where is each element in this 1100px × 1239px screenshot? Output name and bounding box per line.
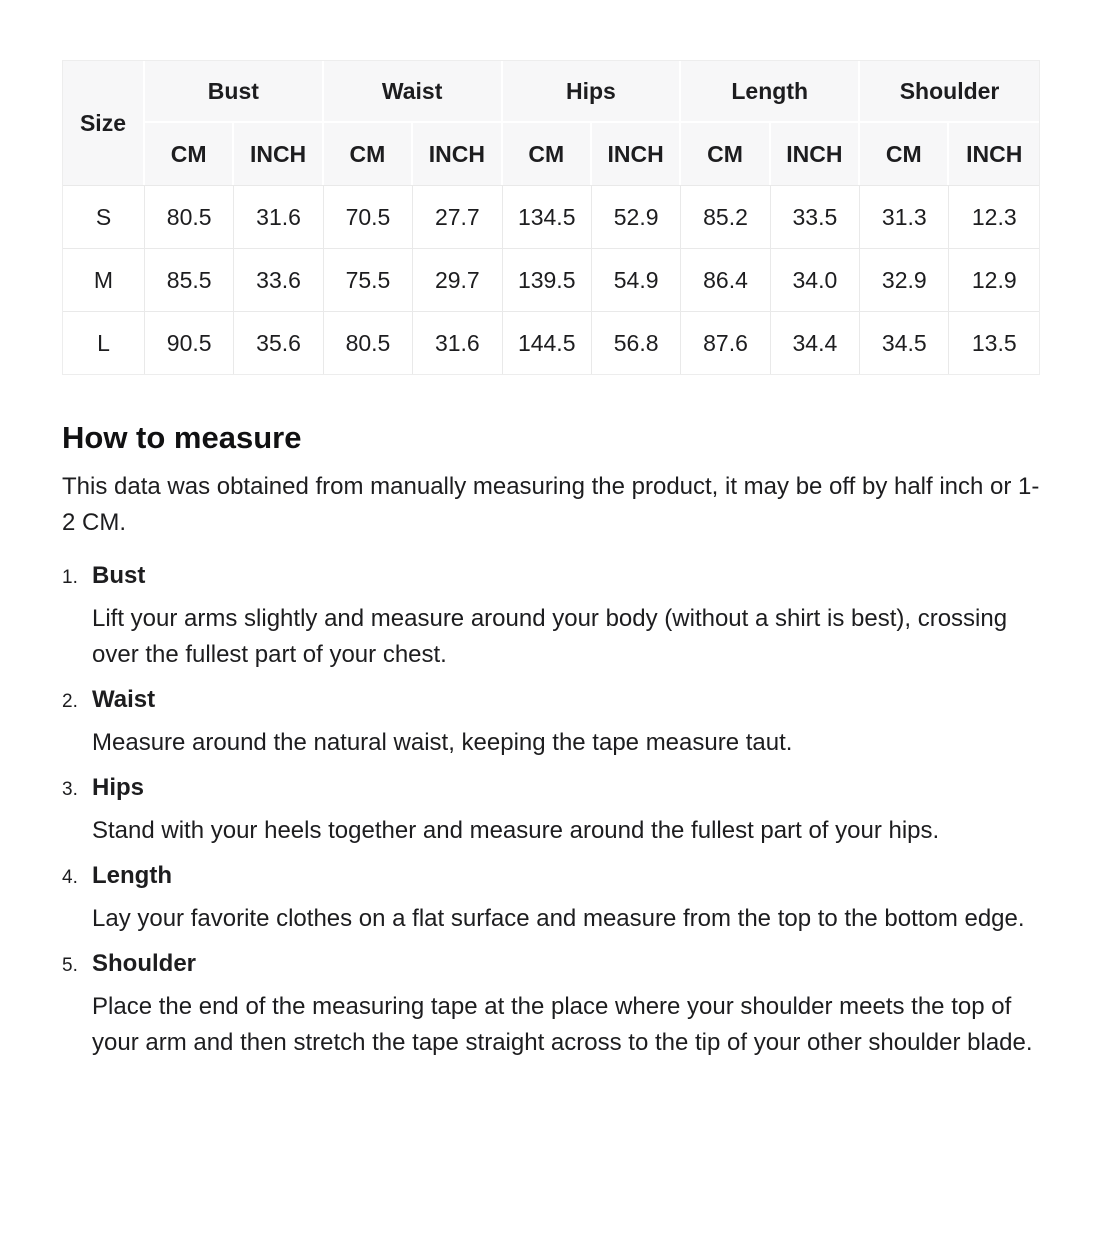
step-description: Measure around the natural waist, keeping the tape measure taut.: [92, 729, 793, 756]
measurement-cell: 34.4: [771, 311, 860, 374]
measurement-cell: 86.4: [681, 248, 770, 311]
step-label: Length: [92, 862, 172, 889]
measurement-cell: 85.5: [145, 248, 234, 311]
size-chart-table: [62, 60, 1040, 375]
measurement-cell: 80.5: [145, 185, 234, 248]
unit-header-row: [63, 123, 1039, 185]
measurement-cell: 29.7: [413, 248, 502, 311]
column-group-shoulder: Shoulder: [860, 61, 1039, 123]
measurement-cell: 13.5: [949, 311, 1039, 374]
how-to-measure-intro: This data was obtained from manually measuring the product, it may be off by half inch or 1-2 CM.: [62, 473, 1040, 536]
measurement-cell: 70.5: [324, 185, 413, 248]
size-column-header: Size: [63, 61, 145, 185]
size-row-l: [63, 311, 1039, 374]
group-header-row: [63, 61, 1039, 123]
measure-step-length: [62, 861, 1040, 937]
column-group-length: Length: [681, 61, 860, 123]
column-group-waist: Waist: [324, 61, 503, 123]
unit-header-length-cm: CM: [681, 123, 770, 185]
measurement-cell: 12.3: [949, 185, 1039, 248]
size-cell: M: [63, 248, 145, 311]
step-header: [62, 773, 1040, 805]
measurement-cell: 144.5: [503, 311, 592, 374]
column-group-bust: Bust: [145, 61, 324, 123]
measurement-cell: 35.6: [234, 311, 323, 374]
step-header: [62, 949, 1040, 981]
measurement-cell: 27.7: [413, 185, 502, 248]
measurement-cell: 31.6: [413, 311, 502, 374]
step-number: 5.: [62, 955, 78, 976]
step-label: Waist: [92, 686, 156, 713]
size-chart-body: [63, 185, 1039, 374]
measure-step-hips: [62, 773, 1040, 849]
step-header: [62, 685, 1040, 717]
step-number: 4.: [62, 867, 78, 888]
measure-step-bust: [62, 561, 1040, 673]
step-description: Lift your arms slightly and measure around your body (without a shirt is best), crossing over the fullest part of your chest.: [92, 605, 1008, 668]
measurement-cell: 85.2: [681, 185, 770, 248]
measurement-cell: 87.6: [681, 311, 770, 374]
step-number: 2.: [62, 691, 78, 712]
step-number: 1.: [62, 567, 78, 588]
measurement-cell: 80.5: [324, 311, 413, 374]
step-number: 3.: [62, 779, 78, 800]
step-label: Bust: [92, 562, 146, 589]
unit-header-waist-inch: INCH: [413, 123, 502, 185]
measurement-cell: 12.9: [949, 248, 1039, 311]
measurement-cell: 52.9: [592, 185, 681, 248]
measurement-cell: 134.5: [503, 185, 592, 248]
unit-header-bust-inch: INCH: [234, 123, 323, 185]
measurement-cell: 90.5: [145, 311, 234, 374]
size-row-s: [63, 185, 1039, 248]
measurement-cell: 54.9: [592, 248, 681, 311]
measurement-cell: 56.8: [592, 311, 681, 374]
how-to-measure-title: How to measure: [62, 420, 302, 455]
size-row-m: [63, 248, 1039, 311]
unit-header-hips-inch: INCH: [592, 123, 681, 185]
measure-steps-list: [62, 561, 1040, 1061]
unit-header-hips-cm: CM: [503, 123, 592, 185]
column-group-hips: Hips: [503, 61, 682, 123]
unit-header-waist-cm: CM: [324, 123, 413, 185]
size-chart-header: [63, 61, 1039, 185]
measurement-cell: 34.5: [860, 311, 949, 374]
measure-step-shoulder: [62, 949, 1040, 1061]
step-header: [62, 861, 1040, 893]
measurement-cell: 139.5: [503, 248, 592, 311]
step-label: Hips: [92, 774, 145, 801]
measurement-cell: 34.0: [771, 248, 860, 311]
step-description: Lay your favorite clothes on a flat surface and measure from the top to the bottom edge.: [92, 905, 1025, 932]
step-label: Shoulder: [92, 950, 197, 977]
measurement-cell: 31.3: [860, 185, 949, 248]
unit-header-bust-cm: CM: [145, 123, 234, 185]
measurement-cell: 33.6: [234, 248, 323, 311]
unit-header-length-inch: INCH: [771, 123, 860, 185]
measurement-cell: 31.6: [234, 185, 323, 248]
measurement-cell: 75.5: [324, 248, 413, 311]
step-description: Place the end of the measuring tape at the place where your shoulder meets the top of your arm and then stretch the tape straight across to the tip of your other shoulder blade.: [92, 993, 1033, 1056]
step-description: Stand with your heels together and measure around the fullest part of your hips.: [92, 817, 940, 844]
unit-header-shoulder-cm: CM: [860, 123, 949, 185]
measurement-cell: 32.9: [860, 248, 949, 311]
step-header: [62, 561, 1040, 593]
unit-header-shoulder-inch: INCH: [949, 123, 1039, 185]
measure-step-waist: [62, 685, 1040, 761]
measurement-cell: 33.5: [771, 185, 860, 248]
size-cell: L: [63, 311, 145, 374]
size-cell: S: [63, 185, 145, 248]
